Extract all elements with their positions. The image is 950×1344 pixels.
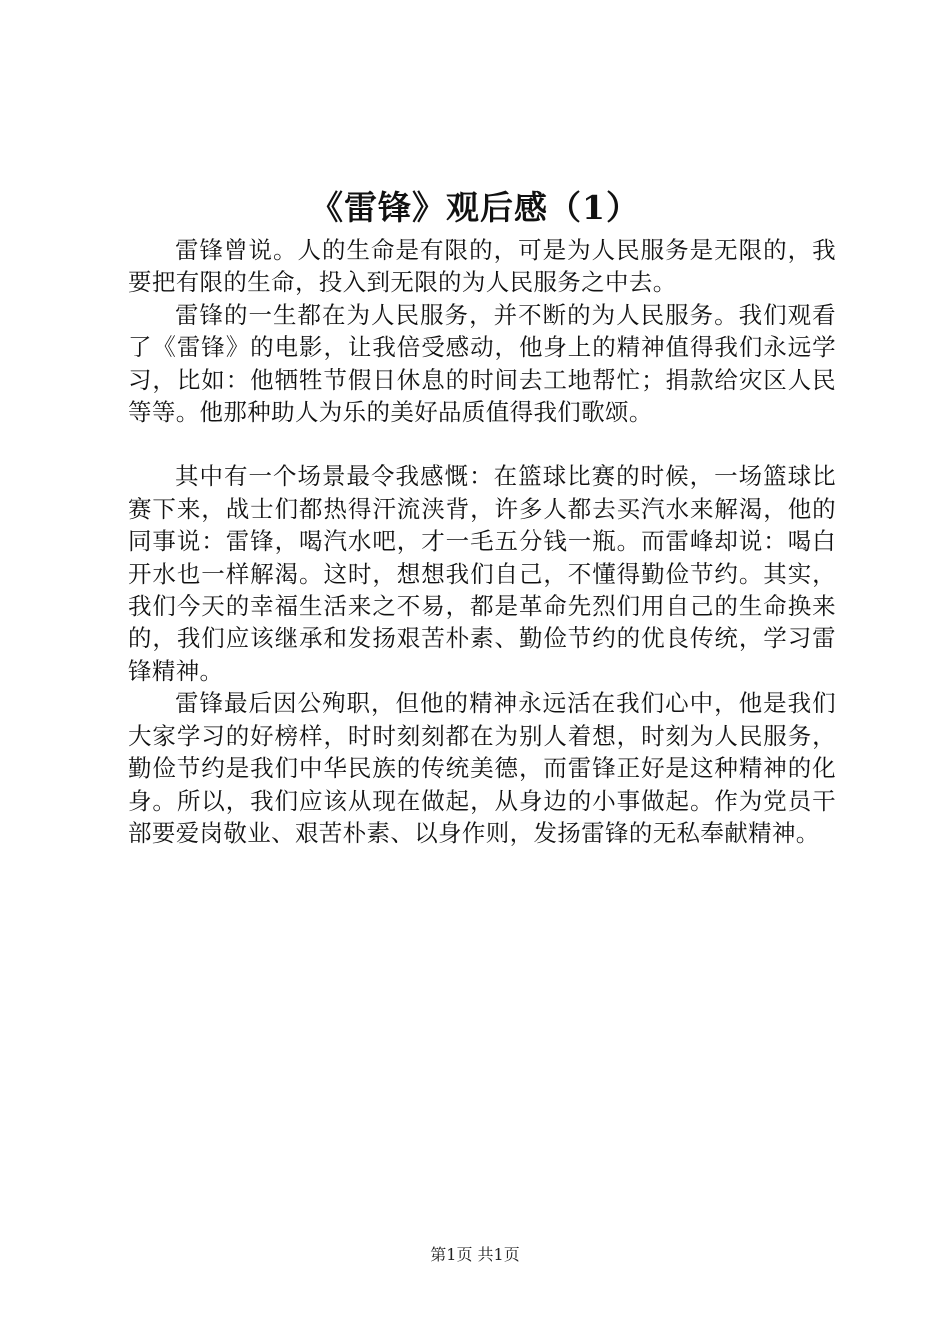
paragraph-3: 其中有一个场景最令我感慨：在篮球比赛的时候，一场篮球比赛下来，战士们都热得汗流浃背，许多人都去买汽水来解渴，他的同事说：雷锋，喝汽水吧，才一毛五分钱一瓶。而雷峰却说：喝白开水也一样解渴。这时，想想我们自己，不懂得勤俭节约。其实，我们今天的幸福生活来之不易，都是革命先烈们用自己的生命换来的，我们应该继承和发扬艰苦朴素、勤俭节约的优良传统，学习雷锋精神。 (128, 462, 836, 685)
document-title: 《雷锋》观后感（1） (310, 188, 640, 227)
paragraph-4: 雷锋最后因公殉职，但他的精神永远活在我们心中，他是我们大家学习的好榜样，时时刻刻都在为别人着想，时刻为人民服务，勤俭节约是我们中华民族的传统美德，而雷锋正好是这种精神的化身。所以，我们应该从现在做起，从身边的小事做起。作为党员干部要爱岗敬业、艰苦朴素、以身作则，发扬雷锋的无私奉献精神。 (128, 689, 836, 847)
page-footer: 第1页 共1页 (430, 1245, 520, 1264)
document-body (128, 234, 836, 849)
paragraph-1: 雷锋曾说。人的生命是有限的，可是为人民服务是无限的，我要把有限的生命，投入到无限的为人民服务之中去。 (128, 236, 836, 297)
paragraph-2: 雷锋的一生都在为人民服务，并不断的为人民服务。我们观看了《雷锋》的电影，让我倍受感动，他身上的精神值得我们永远学习，比如：他牺牲节假日休息的时间去工地帮忙；捐款给灾区人民等等。他那种助人为乐的美好品质值得我们歌颂。 (128, 300, 836, 427)
